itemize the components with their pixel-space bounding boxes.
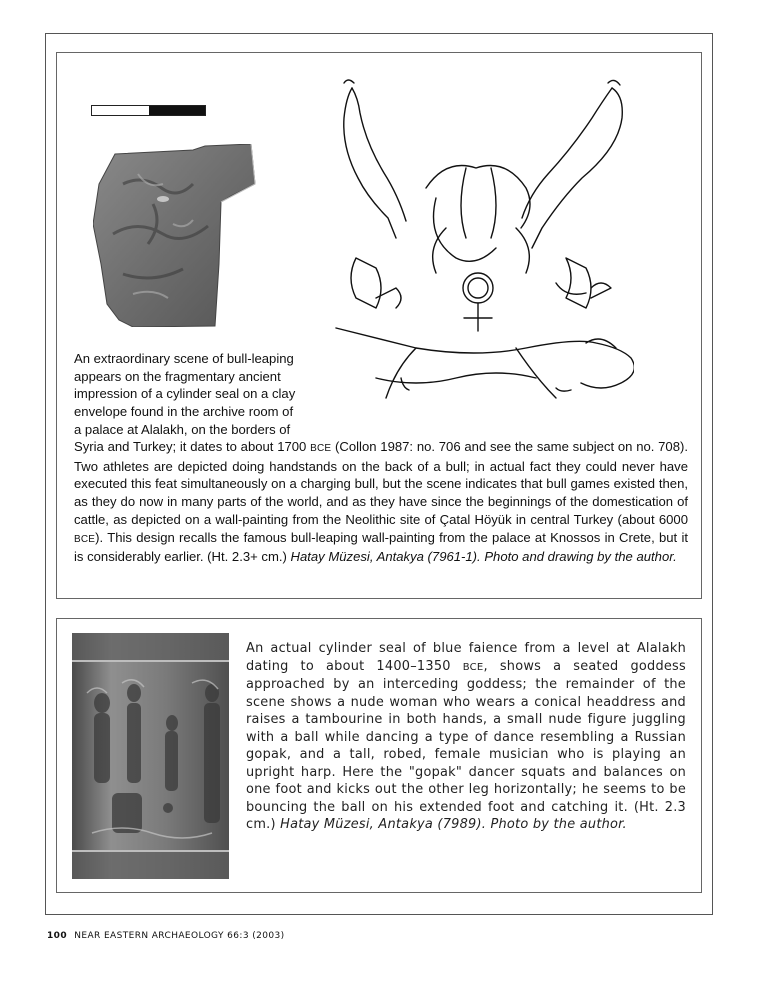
figure-1-caption-narrow — [74, 350, 324, 439]
caption-line: impression of a cylinder seal on a clay — [74, 386, 296, 402]
photo-credit: Hatay Müzesi, Antakya (7961-1). Photo and drawing by the author. — [290, 549, 677, 565]
scale-bar-white-segment — [92, 106, 149, 115]
figure-1-caption-wide — [74, 438, 688, 566]
page-footer — [47, 931, 285, 941]
caption-paragraph — [74, 438, 688, 566]
caption-text: (Collon 1987: no. 706 and see the same subject on no. 708). Two athletes are depicted doing handstands on the back of a bull; in actual fact they could never have executed this feat simultaneously on a charging bull, but the scene indicates that bull games existed then, as they do now in many parts of the world, and as they have since the beginnings of the domestication of cattle, as depicted on a wall-painting from the Neolithic site of Çatal Höyük in central Turkey (about 6000 — [74, 439, 688, 527]
clay-envelope-photo — [93, 144, 256, 327]
page-number: 100 — [47, 931, 67, 941]
era-label: BCE — [462, 661, 484, 673]
era-label: BCE — [310, 443, 332, 454]
caption-text: , shows a seated goddess approached by an interceding goddess; the remainder of the scene shows a nude woman who wears a conical headdress and raises a tambourine in both hands, a small nude figure juggling with a ball while dancing a type of dance resembling a Russian gopak, and a tall, robed, female musician who is playing an upright harp. Here the "gopak" dancer squats and balances on one foot and kicks out the other leg horizontally; he seems to be bouncing the ball on his extended foot and catching it. (Ht. 2.3 cm.) — [246, 658, 686, 832]
caption-text: Syria and Turkey; it dates to about 1700 — [74, 439, 311, 454]
caption-line: appears on the fragmentary ancient — [74, 368, 281, 384]
cylinder-seal-photo — [72, 633, 229, 879]
photo-credit: Hatay Müzesi, Antakya (7989). Photo by the author. — [280, 817, 627, 832]
caption-text: An actual cylinder seal of blue faience from a level at Alalakh dating to about 1400–1350 — [246, 641, 686, 674]
caption-line: An extraordinary scene of bull-leaping — [74, 351, 294, 366]
scale-bar — [91, 105, 206, 116]
figure-2-caption — [246, 640, 686, 834]
caption-line: envelope found in the archive room of — [74, 404, 294, 420]
caption-text: ). This design recalls the famous bull-leaping wall-painting from the palace at Knossos in Crete, but it is considerably earlier. (Ht. 2.3+ cm.) — [74, 529, 688, 565]
caption-line: a palace at Alalakh, on the borders of — [74, 421, 291, 437]
journal-citation: NEAR EASTERN ARCHAEOLOGY 66:3 (2003) — [74, 931, 285, 941]
caption-paragraph — [246, 640, 686, 834]
scale-bar-black-segment — [149, 106, 206, 115]
bull-leaping-drawing — [316, 78, 634, 410]
era-label: BCE — [74, 533, 96, 545]
